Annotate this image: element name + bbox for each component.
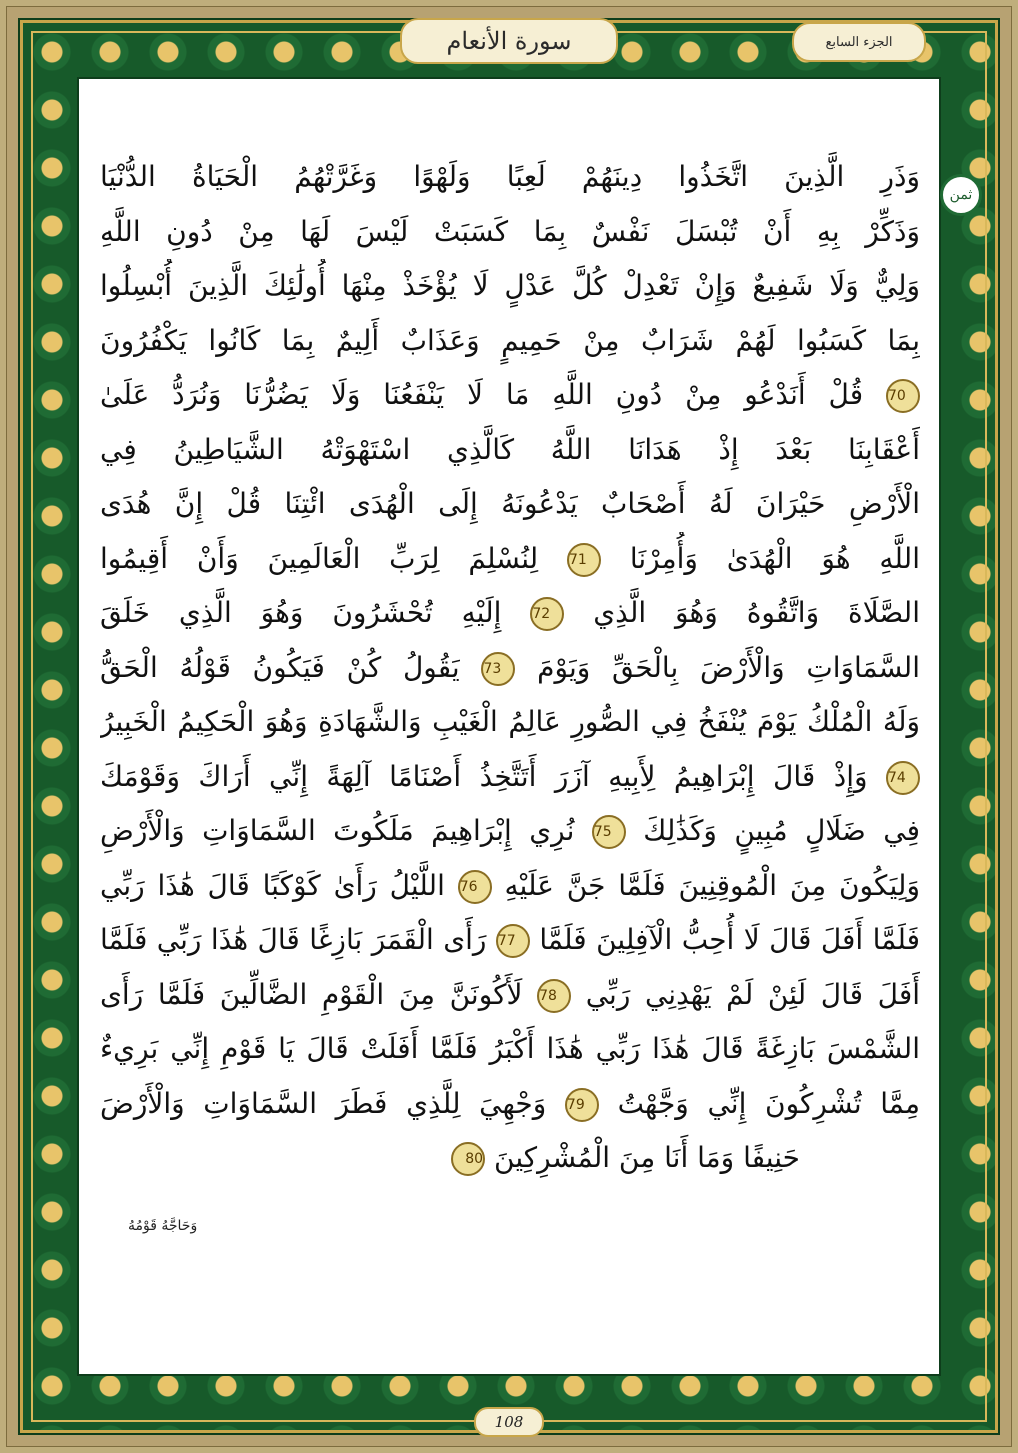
verse-line — [100, 368, 920, 423]
verse-line — [100, 695, 920, 750]
verse-text: السَّمَاوَاتِ وَالْأَرْضَ بِالْحَقِّ وَيَوْمَ — [515, 650, 920, 684]
verse-text: لَأَكُونَنَّ مِنَ الْقَوْمِ الضَّالِّينَ فَلَمَّا رَأَى — [100, 977, 538, 1011]
verse-text: رَأَى الْقَمَرَ بَازِغًا قَالَ هَٰذَا رَبِّي فَلَمَّا — [100, 923, 496, 956]
verse-line — [100, 1077, 920, 1132]
verse-text: وَذَكِّرْ بِهِ أَنْ تُبْسَلَ نَفْسٌ بِمَا كَسَبَتْ لَيْسَ لَهَا مِنْ دُونِ اللَّهِ — [100, 214, 920, 248]
ayah-number-marker: 71 — [567, 543, 601, 577]
verse-line — [100, 1131, 920, 1186]
verse-line — [100, 532, 920, 587]
verse-line — [100, 477, 920, 532]
ayah-number-marker: 72 — [530, 597, 564, 631]
verse-text: وَذَرِ الَّذِينَ اتَّخَذُوا دِينَهُمْ لَعِبًا وَلَهْوًا وَغَرَّتْهُمُ الْحَيَاةُ الدُّنْيَا — [100, 160, 920, 193]
verse-text: الشَّمْسَ بَازِغَةً قَالَ هَٰذَا رَبِّي هَٰذَا أَكْبَرُ فَلَمَّا أَفَلَتْ قَالَ يَا قَوْمِ إِنِّي بَرِيءٌ — [100, 1032, 920, 1065]
verse-text: اللَّيْلُ رَأَىٰ كَوْكَبًا قَالَ هَٰذَا رَبِّي — [100, 868, 458, 902]
verse-text: نُرِي إِبْرَاهِيمَ مَلَكُوتَ السَّمَاوَاتِ وَالْأَرْضِ — [100, 814, 592, 847]
verse-line — [100, 423, 920, 478]
verse-text: وَلَهُ الْمُلْكُ يَوْمَ يُنْفَخُ فِي الصُّورِ عَالِمُ الْغَيْبِ وَالشَّهَادَةِ وَهُوَ الْحَكِيمُ الْخَبِيرُ — [100, 705, 920, 738]
verse-text: فَلَمَّا أَفَلَ قَالَ لَا أُحِبُّ الْآفِلِينَ فَلَمَّا — [529, 923, 920, 956]
surah-title: سورة الأنعام — [400, 18, 618, 64]
verse-text: الصَّلَاةَ وَاتَّقُوهُ وَهُوَ الَّذِي — [564, 596, 920, 629]
catchword: وَحَاجَّهُ قَوْمُهُ — [128, 1218, 198, 1234]
verse-line — [100, 150, 920, 205]
ayah-number-marker: 76 — [458, 870, 492, 904]
ayah-number-marker: 78 — [537, 979, 571, 1013]
verses-block — [100, 150, 920, 1186]
verse-text: وَلِيٌّ وَلَا شَفِيعٌ وَإِنْ تَعْدِلْ كُلَّ عَدْلٍ لَا يُؤْخَذْ مِنْهَا أُولَٰئِكَ الَّذِينَ أُبْسِلُوا — [100, 269, 920, 302]
verse-text: بِمَا كَسَبُوا لَهُمْ شَرَابٌ مِنْ حَمِيمٍ وَعَذَابٌ أَلِيمٌ بِمَا كَانُوا يَكْفُرُونَ — [100, 323, 920, 357]
juz-label: الجزء السابع — [792, 22, 926, 62]
verse-line — [100, 641, 920, 696]
ayah-number-marker: 80 — [451, 1142, 485, 1176]
verse-line — [100, 859, 920, 914]
verse-text: قُلْ أَنَدْعُو مِنْ دُونِ اللَّهِ مَا لَا يَنْفَعُنَا وَلَا يَضُرُّنَا وَنُرَدُّ عَلَىٰ — [100, 378, 864, 411]
ayah-number-marker: 74 — [886, 761, 920, 795]
page-number: 108 — [474, 1407, 544, 1437]
verse-line — [100, 804, 920, 859]
ayah-number-marker: 77 — [496, 924, 530, 958]
verse-text: وَإِذْ قَالَ إِبْرَاهِيمُ لِأَبِيهِ آزَرَ أَتَتَّخِذُ أَصْنَامًا آلِهَةً إِنِّي أَرَاكَ وَقَوْمَكَ — [100, 759, 868, 793]
ayah-number-marker: 73 — [481, 652, 515, 686]
verse-line — [100, 913, 920, 968]
hizb-marker: ثمن — [940, 174, 982, 216]
verse-text: حَنِيفًا وَمَا أَنَا مِنَ الْمُشْرِكِينَ — [494, 1141, 800, 1174]
verse-text: يَقُولُ كُنْ فَيَكُونُ قَوْلُهُ الْحَقُّ — [100, 650, 482, 684]
verse-line — [100, 314, 920, 369]
ayah-number-marker: 79 — [565, 1088, 599, 1122]
verse-text: مِمَّا تُشْرِكُونَ إِنِّي وَجَّهْتُ — [598, 1086, 920, 1120]
verse-line — [100, 750, 920, 805]
verse-text: أَعْقَابِنَا بَعْدَ إِذْ هَدَانَا اللَّهُ كَالَّذِي اسْتَهْوَتْهُ الشَّيَاطِينُ فِي — [100, 432, 920, 466]
verse-text: لِنُسْلِمَ لِرَبِّ الْعَالَمِينَ وَأَنْ أَقِيمُوا — [100, 541, 568, 575]
verse-line — [100, 586, 920, 641]
verse-line — [100, 968, 920, 1023]
verse-text: وَلِيَكُونَ مِنَ الْمُوقِنِينَ فَلَمَّا جَنَّ عَلَيْهِ — [491, 868, 920, 902]
verse-line — [100, 205, 920, 260]
verse-text: فِي ضَلَالٍ مُبِينٍ وَكَذَٰلِكَ — [625, 814, 920, 847]
verse-text: إِلَيْهِ تُحْشَرُونَ وَهُوَ الَّذِي خَلَقَ — [100, 596, 531, 629]
verse-text: وَجْهِيَ لِلَّذِي فَطَرَ السَّمَاوَاتِ وَالْأَرْضَ — [100, 1086, 565, 1120]
verse-line — [100, 1022, 920, 1077]
ayah-number-marker: 70 — [886, 379, 920, 413]
verse-text: أَفَلَ قَالَ لَئِنْ لَمْ يَهْدِنِي رَبِّي — [571, 977, 920, 1011]
verse-text: اللَّهِ هُوَ الْهُدَىٰ وَأُمِرْنَا — [601, 541, 920, 575]
verse-text: الْأَرْضِ حَيْرَانَ لَهُ أَصْحَابٌ يَدْعُونَهُ إِلَى الْهُدَى ائْتِنَا قُلْ إِنَّ هُدَى — [100, 487, 920, 520]
ayah-number-marker: 75 — [592, 815, 626, 849]
verse-line — [100, 259, 920, 314]
